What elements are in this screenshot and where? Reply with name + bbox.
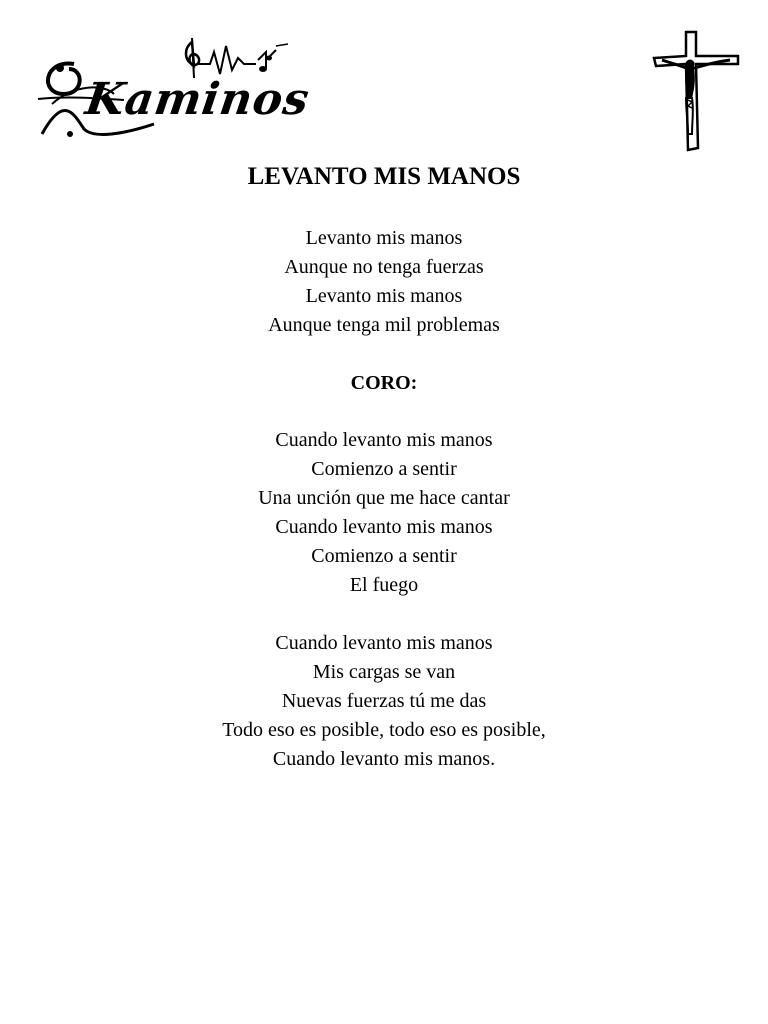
lyric-line: Nuevas fuerzas tú me das	[281, 690, 487, 712]
lyric-line: Mis cargas se van	[312, 661, 456, 683]
lyric-line: Comienzo a sentir	[311, 458, 457, 480]
verse-2	[0, 629, 768, 774]
lyric-line: Comienzo a sentir	[311, 545, 457, 567]
lyric-line: Cuando levanto mis manos	[275, 429, 493, 451]
lyric-line: Levanto mis manos	[305, 227, 463, 249]
lyric-line: Aunque no tenga fuerzas	[284, 256, 484, 278]
lyrics	[0, 224, 768, 803]
lyric-line: Cuando levanto mis manos	[275, 516, 493, 538]
chorus	[0, 426, 768, 600]
lyric-line: Aunque tenga mil problemas	[268, 314, 500, 336]
lyric-line: Cuando levanto mis manos.	[272, 748, 496, 770]
crucifix-icon	[650, 30, 742, 152]
lyric-line: Todo eso es posible, todo eso es posible,	[222, 719, 546, 741]
logo-text: Kaminos	[82, 74, 313, 125]
song-title: LEVANTO MIS MANOS	[247, 163, 521, 190]
chorus-label: CORO:	[350, 372, 418, 394]
lyric-line: Cuando levanto mis manos	[275, 632, 493, 654]
lyric-line: El fuego	[349, 574, 419, 596]
lyric-line: Una unción que me hace cantar	[258, 487, 510, 509]
verse-1	[0, 224, 768, 340]
lyric-line: Levanto mis manos	[305, 285, 463, 307]
kaminos-logo	[34, 34, 313, 144]
